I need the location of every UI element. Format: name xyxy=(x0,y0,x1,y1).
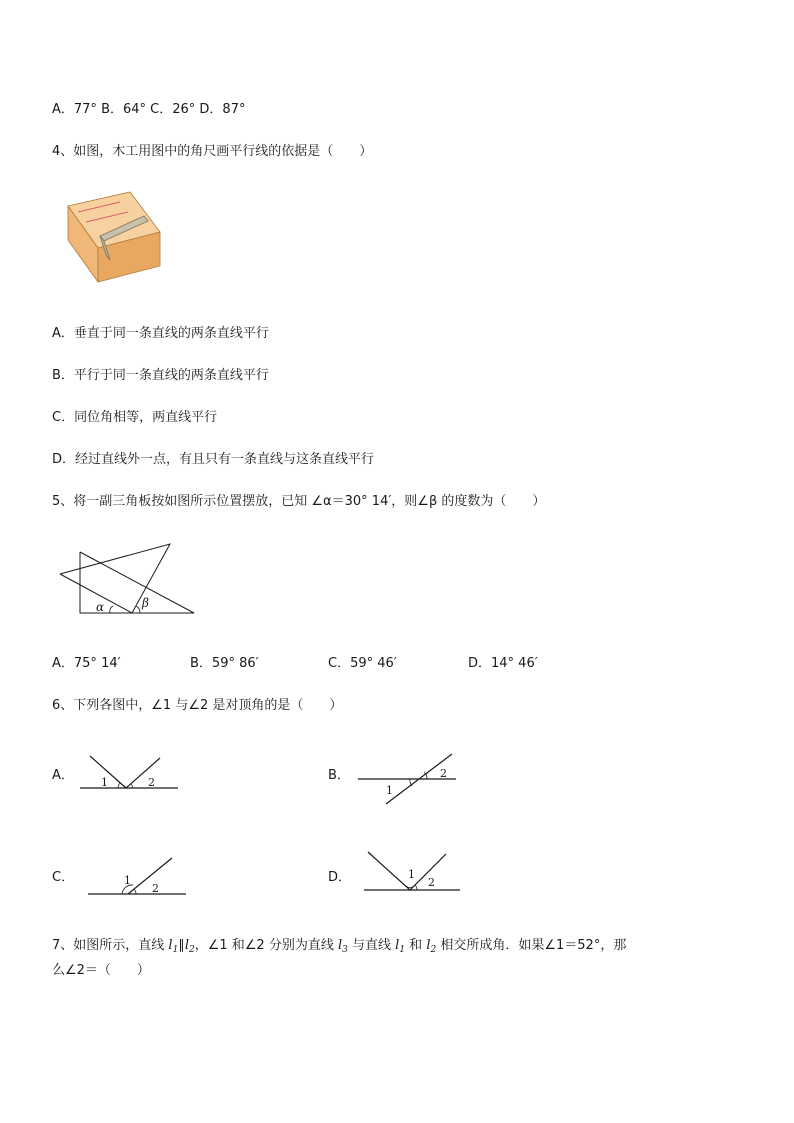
q7-stem-line2: 么∠2＝（ ） xyxy=(52,963,150,978)
angle-1-label: 1 xyxy=(386,784,393,797)
q6-option-b-figure xyxy=(356,750,466,806)
q7-text: 与直线 xyxy=(347,938,396,953)
q3-options: A．77° B．64° C．26° D．87° xyxy=(52,102,246,117)
line-l1: $l_1$ xyxy=(168,938,179,955)
q6-option-b-letter: B． xyxy=(328,768,350,783)
q4-option-a: A．垂直于同一条直线的两条直线平行 xyxy=(52,326,269,341)
angle-1-label: 1 xyxy=(101,776,108,789)
alpha-label: α xyxy=(96,600,105,614)
q4-option-b: B．平行于同一条直线的两条直线平行 xyxy=(52,368,269,383)
angle-2-label: 2 xyxy=(148,776,155,789)
parallel-symbol: ∥ xyxy=(178,938,185,953)
q5-option-a: A．75° 14′ xyxy=(52,656,121,671)
q6-option-c-letter: C． xyxy=(52,870,75,885)
angle-1-label: 1 xyxy=(408,868,415,881)
beta-arc xyxy=(136,606,140,613)
beta-label: β xyxy=(142,596,149,610)
q4-option-c: C．同位角相等，两直线平行 xyxy=(52,410,218,425)
line-l1: $l_1$ xyxy=(395,938,406,955)
line-l2: $l_2$ xyxy=(426,938,437,955)
q6-stem: 6、下列各图中，∠1 与∠2 是对顶角的是（ ） xyxy=(52,698,343,713)
q5-triangle-rulers-figure xyxy=(58,542,208,622)
q5-option-d: D．14° 46′ xyxy=(468,656,538,671)
slanted-triangle xyxy=(60,544,170,613)
angle-1-label: 1 xyxy=(124,874,131,887)
q7-text: 相交所成角．如果∠1＝52°，那 xyxy=(436,938,627,953)
q7-text: 7、如图所示，直线 xyxy=(52,938,169,953)
q6-option-d-letter: D． xyxy=(328,870,352,885)
q5-option-b: B．59° 86′ xyxy=(190,656,259,671)
q7-text: ，∠1 和∠2 分别为直线 xyxy=(194,938,338,953)
alpha-arc xyxy=(110,606,113,613)
q6-option-c-figure xyxy=(88,856,188,898)
q6-option-a-letter: A． xyxy=(52,768,74,783)
q5-stem: 5、将一副三角板按如图所示位置摆放，已知 ∠α＝30° 14′，则∠β 的度数为（ ） xyxy=(52,494,546,509)
line-l2: $l_2$ xyxy=(184,938,195,955)
angle-2-label: 2 xyxy=(440,767,447,780)
q7-stem-line1 xyxy=(52,938,626,958)
q4-option-d: D．经过直线外一点，有且只有一条直线与这条直线平行 xyxy=(52,452,375,467)
angle-2-label: 2 xyxy=(428,876,435,889)
q6-option-d-figure xyxy=(362,850,462,892)
q5-option-c: C．59° 46′ xyxy=(328,656,397,671)
line-l3: $l_3$ xyxy=(337,938,348,955)
q6-option-a-figure xyxy=(80,752,180,792)
q4-stem: 4、如图，木工用图中的角尺画平行线的依据是（ ） xyxy=(52,144,373,159)
q7-text: 和 xyxy=(405,938,427,953)
angle-2-label: 2 xyxy=(152,882,159,895)
q4-carpenter-square-figure xyxy=(64,188,174,283)
